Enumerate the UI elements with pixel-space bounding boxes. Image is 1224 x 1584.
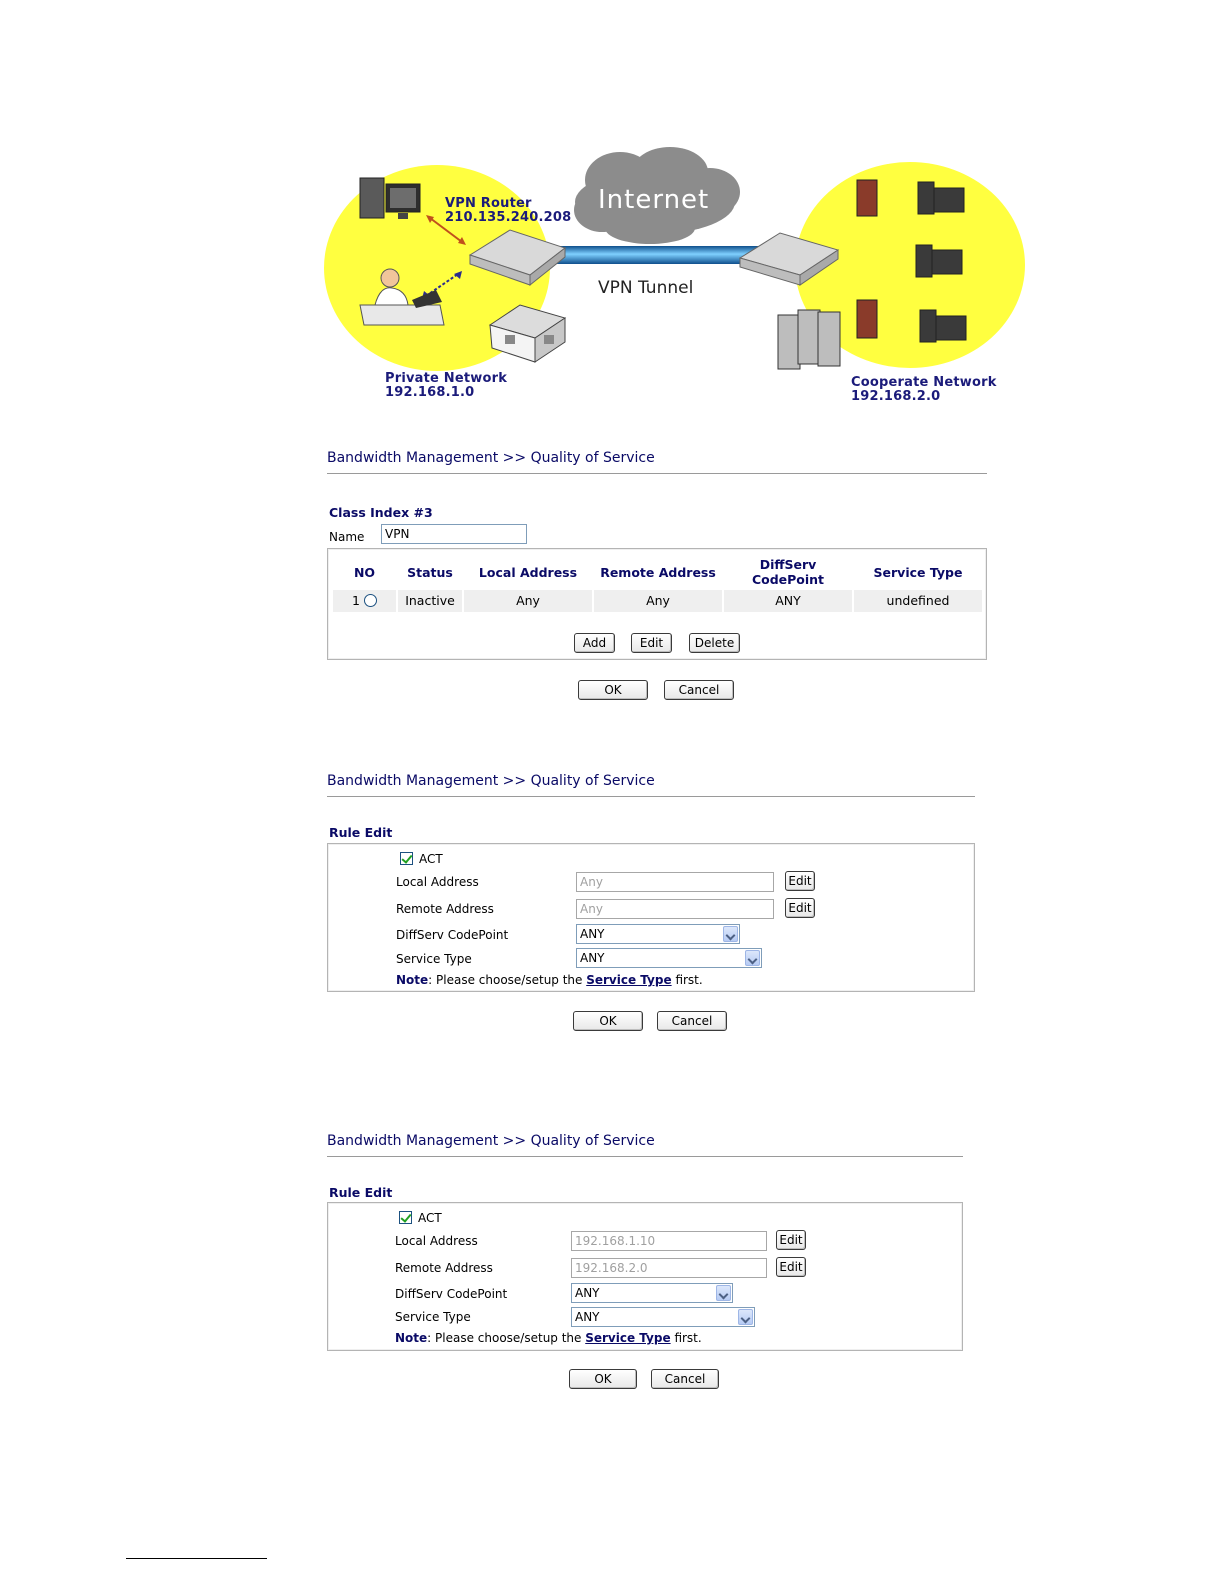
table-row-local-address: Any (464, 590, 592, 612)
cooperate-network-subnet: 192.168.2.0 (851, 389, 941, 404)
cooperate-network-label (851, 376, 997, 404)
diffserv-codepoint-select[interactable] (571, 1283, 733, 1303)
vpn-router-label (445, 197, 571, 225)
name-label: Name (329, 530, 365, 544)
diffserv-codepoint-label: DiffServ CodePoint (395, 1287, 508, 1301)
rule-edit-label: Rule Edit (329, 1185, 393, 1200)
cancel-button[interactable]: Cancel (657, 1011, 727, 1031)
internet-label: Internet (598, 185, 710, 215)
ok-button[interactable]: OK (573, 1011, 643, 1031)
remote-address-edit-button[interactable]: Edit (776, 1257, 806, 1277)
local-address-edit-button[interactable]: Edit (785, 871, 815, 891)
note-text-before: : Please choose/setup the (427, 1331, 586, 1345)
chevron-down-icon (723, 926, 738, 942)
local-address-edit-button[interactable]: Edit (776, 1230, 806, 1250)
column-header-remote-address: Remote Address (600, 565, 716, 580)
remote-address-label: Remote Address (395, 1261, 493, 1275)
rule-edit-label: Rule Edit (329, 825, 393, 840)
column-header-service-type: Service Type (873, 565, 963, 580)
column-header-diffserv-line1: DiffServ (759, 557, 817, 572)
note-label: Note (395, 1331, 428, 1345)
note-text-after: first. (671, 973, 703, 987)
chevron-down-icon (716, 1285, 731, 1301)
footnote-divider (126, 1558, 267, 1559)
rule-edit-box (327, 843, 975, 992)
service-type-selected-value: ANY (575, 1310, 600, 1324)
remote-address-label: Remote Address (396, 902, 494, 916)
column-header-diffserv-line2: CodePoint (751, 572, 825, 587)
cooperate-network-name: Cooperate Network (851, 375, 997, 390)
service-type-selected-value: ANY (580, 951, 605, 965)
service-type-link[interactable]: Service Type (585, 1331, 671, 1345)
title-divider (327, 473, 987, 474)
title-divider (327, 796, 975, 797)
service-type-label: Service Type (396, 952, 472, 966)
vpn-network-diagram (320, 140, 1030, 415)
column-header-status: Status (407, 565, 453, 580)
title-divider (327, 1156, 963, 1157)
delete-button[interactable]: Delete (689, 633, 740, 653)
rule-edit-panel-any (327, 773, 975, 1028)
row-select-radio[interactable] (364, 594, 377, 607)
vpn-router-ip: 210.135.240.208 (445, 210, 572, 225)
class-index-label: Class Index #3 (329, 505, 433, 520)
edit-button[interactable]: Edit (631, 633, 672, 653)
private-network-subnet: 192.168.1.0 (385, 385, 475, 400)
act-label: ACT (418, 1211, 442, 1225)
class-name-input[interactable] (381, 524, 527, 544)
table-row-status: Inactive (398, 590, 462, 612)
remote-address-input[interactable] (571, 1258, 767, 1278)
private-network-label (385, 372, 507, 400)
table-row-diffserv: ANY (724, 590, 852, 612)
page-title: Bandwidth Management >> Quality of Service (327, 1133, 655, 1149)
act-label: ACT (419, 852, 443, 866)
local-address-label: Local Address (396, 875, 479, 889)
act-checkbox[interactable] (400, 852, 413, 865)
private-network-name: Private Network (385, 371, 508, 386)
service-type-label: Service Type (395, 1310, 471, 1324)
diffserv-selected-value: ANY (575, 1286, 600, 1300)
remote-address-input[interactable] (576, 899, 774, 919)
diffserv-selected-value: ANY (580, 927, 605, 941)
column-header-diffserv (724, 557, 852, 587)
note-text-after: first. (670, 1331, 702, 1345)
note-text-before: : Please choose/setup the (428, 973, 587, 987)
desktop-computer-icon (916, 182, 966, 342)
service-type-note (396, 973, 703, 987)
column-header-local-address: Local Address (478, 565, 578, 580)
ok-button[interactable]: OK (578, 680, 648, 700)
add-button[interactable]: Add (574, 633, 615, 653)
class-rule-table-box (327, 548, 987, 660)
page-title: Bandwidth Management >> Quality of Service (327, 450, 655, 466)
qos-class-panel (327, 450, 987, 697)
vpn-router-name: VPN Router (445, 196, 532, 211)
local-address-input[interactable] (571, 1231, 767, 1251)
service-type-link[interactable]: Service Type (586, 973, 672, 987)
local-address-input[interactable] (576, 872, 774, 892)
service-type-select[interactable] (576, 948, 762, 968)
vpn-tunnel-label: VPN Tunnel (598, 278, 694, 298)
table-row-remote-address: Any (594, 590, 722, 612)
service-type-note (395, 1331, 702, 1345)
page-title: Bandwidth Management >> Quality of Service (327, 773, 655, 789)
cancel-button[interactable]: Cancel (664, 680, 734, 700)
vpn-tunnel-pipe (540, 246, 765, 264)
act-checkbox[interactable] (399, 1211, 412, 1224)
service-type-select[interactable] (571, 1307, 755, 1327)
row-number: 1 (352, 593, 360, 608)
note-label: Note (396, 973, 429, 987)
column-header-no: NO (353, 565, 376, 580)
chevron-down-icon (738, 1309, 753, 1325)
table-row-no-cell (333, 590, 396, 612)
local-address-label: Local Address (395, 1234, 478, 1248)
rule-edit-panel-ip (327, 1133, 963, 1386)
rule-edit-box (327, 1202, 963, 1351)
chevron-down-icon (745, 950, 760, 966)
cancel-button[interactable]: Cancel (651, 1369, 719, 1389)
server-rack-icon (778, 310, 840, 369)
diffserv-codepoint-select[interactable] (576, 924, 740, 944)
table-row-service-type: undefined (854, 590, 982, 612)
remote-address-edit-button[interactable]: Edit (785, 898, 815, 918)
diffserv-codepoint-label: DiffServ CodePoint (396, 928, 509, 942)
ok-button[interactable]: OK (569, 1369, 637, 1389)
